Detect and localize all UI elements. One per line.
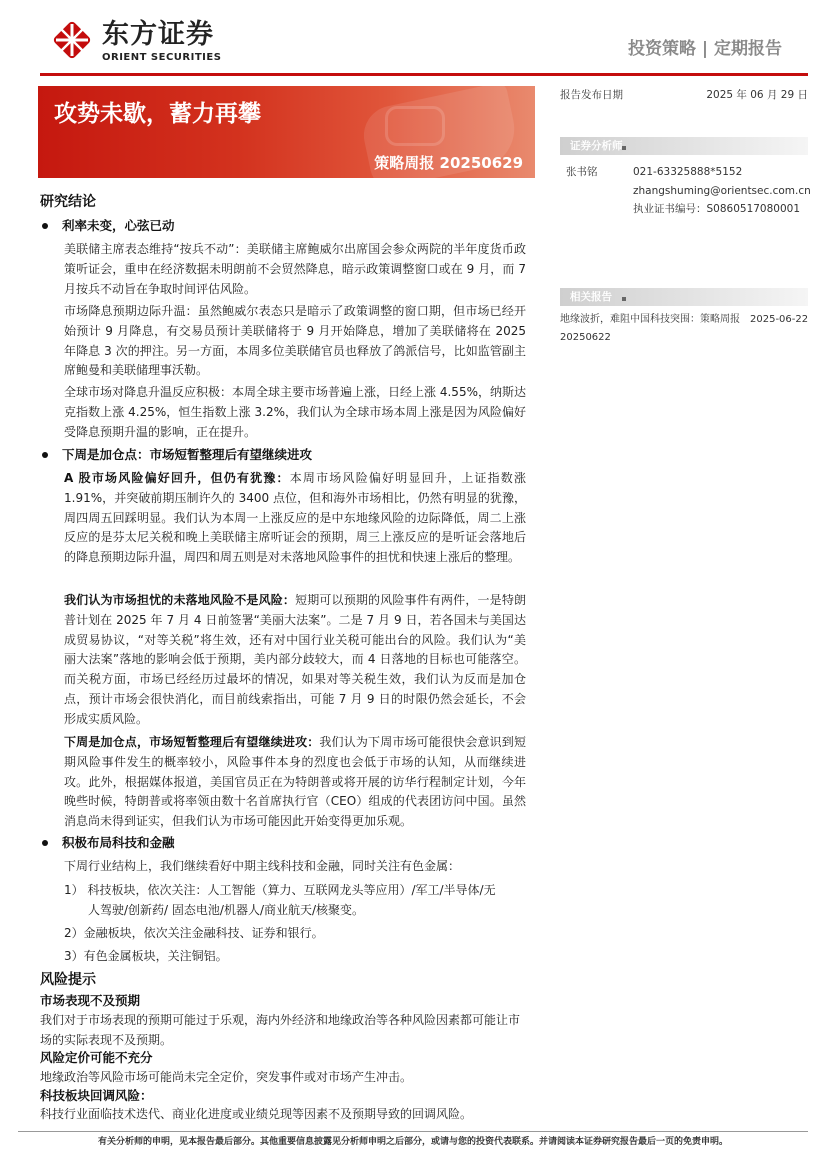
analyst-name: 张书铭 [566, 166, 598, 178]
bullet-heading: 积极布局科技和金融 [40, 834, 175, 852]
logo-text-en: ORIENT SECURITIES [102, 52, 222, 63]
analyst-section-title: 证券分析师 [570, 140, 623, 152]
analyst-email: zhangshuming@orientsec.com.cn [633, 185, 811, 197]
paragraph: 全球市场对降息升温反应积极：本周全球主要市场普遍上涨，日经上涨 4.55%，纳斯达克指数上涨 4.25%，恒生指数上涨 3.2%，我们认为全球市场本周上涨是因为风险偏好受降息预期升温的影响，正在提升。 [64, 385, 526, 439]
paragraph: 美联储主席表态维持“按兵不动”：美联储主席鲍威尔出席国会参众两院的半年度货币政策听证会，重申在经济数据未明朗前不会贸然降息，暗示政策调整窗口或在 9 月，而 7 月按兵不动旨在争取时间评估风险。 [64, 242, 526, 296]
report-date-row [560, 88, 808, 102]
risk-text: 地缘政治等风险市场可能尚未完全定价，突发事件或对市场产生冲击。 [40, 1070, 413, 1084]
section-title-risk: 风险提示 [40, 972, 96, 988]
bullet-heading: 下周是加仓点：市场短暂整理后有望继续进攻 [40, 446, 312, 464]
risk-text: 科技行业面临技术迭代、商业化进度或业绩兑现等因素不及预期导致的回调风险。 [40, 1107, 473, 1121]
footer-divider [18, 1131, 808, 1132]
list-item: 人驾驶/创新药/ 固态电池/机器人/商业航天/核聚变。 [88, 903, 365, 917]
bullet-heading: 利率未变，心弦已动 [40, 217, 175, 235]
title-banner [38, 86, 535, 178]
risk-heading: 风险定价可能不充分 [40, 1050, 153, 1065]
paragraph: 下周是加仓点，市场短暂整理后有望继续进攻：我们认为下周市场可能很快会意识到短期风险事件发生的概率较小，风险事件本身的烈度也会低于市场的认知，从而继续进攻。此外，根据媒体报道，美国官员正在为特朗普或将开展的访华行程制定计划，今年晚些时候，特朗普或将率领由数十名首席执行官（CEO）组成的代表团访问中国。虽然消息尚未得到证实，但我们认为市场可能因此开始变得更加乐观。 [64, 735, 526, 829]
report-date-value: 2025 年 06 月 29 日 [706, 89, 808, 101]
orient-securities-logo-icon [50, 18, 94, 62]
risk-heading: 市场表现不及预期 [40, 993, 141, 1008]
paragraph: 下周行业结构上，我们继续看好中期主线科技和金融，同时关注有色金属： [64, 859, 461, 873]
logo-text-cn: 东方证券 [102, 19, 214, 50]
analyst-cert: 执业证书编号：S0860517080001 [633, 203, 801, 215]
report-subtitle: 策略周报 20250629 [374, 154, 523, 172]
report-date-label: 报告发布日期 [560, 89, 623, 101]
analyst-section-header [560, 137, 808, 155]
list-item: 3）有色金属板块，关注铜铝。 [64, 949, 228, 963]
related-report-code: 20250622 [560, 332, 611, 343]
bullet-icon [42, 223, 48, 229]
list-item: 2）金融板块，依次关注金融科技、证券和银行。 [64, 926, 324, 940]
header-divider [40, 73, 808, 76]
analyst-phone: 021-63325888*5152 [633, 166, 743, 178]
paragraph: 市场降息预期边际升温：虽然鲍威尔表态只是暗示了政策调整的窗口期，但市场已经开始预计 9 月降息，有交易员预计美联储将于 9 月开始降息，增加了美联储将在 2025 年降息 3 次的押注。另一方面，本周多位美联储官员也释放了鸽派信号，比如监管副主席鲍曼和美联储理事沃勒。 [64, 304, 526, 378]
related-section-title: 相关报告 [570, 291, 612, 303]
banner-decoration [385, 106, 445, 146]
paragraph: 我们认为市场担忧的未落地风险不是风险：短期可以预期的风险事件有两件，一是特朗普计划在 2025 年 7 月 4 日前签署“美丽大法案”。二是 7 月 9 日，若各国未与美国达成贸易协议，“对等关税”将生效，还有对中国行业关税可能出台的风险。我们认为“美丽大法案”落地的影响会低于预期，美内部分歧较大，而 4 日落地的目标也可能落空。而关税方面，市场已经经历过最坏的情况，如果对等关税生效，我们认为反而是加仓点，预计市场会很快消化，而目前线索指出，可能 7 月 9 日的时限仍然会延长，不会形成实质风险。 [64, 593, 526, 726]
report-category: 投资策略 | 定期报告 [627, 39, 782, 59]
section-title-conclusion: 研究结论 [40, 194, 96, 210]
section-marker-icon [622, 146, 626, 150]
risk-heading: 科技板块回调风险： [40, 1088, 153, 1103]
related-report-date: 2025-06-22 [750, 314, 809, 325]
related-report-title[interactable]: 地缘波折，难阻中国科技突围：策略周报 [560, 314, 740, 325]
footer-disclaimer: 有关分析师的申明，见本报告最后部分。其他重要信息披露见分析师申明之后部分，或请与您的投资代表联系。并请阅读本证券研究报告最后一页的免责申明。 [97, 1137, 728, 1147]
list-item: 1） 科技板块，依次关注：人工智能（算力、互联网龙头等应用）/军工/半导体/无 [64, 883, 496, 897]
related-section-header [560, 288, 808, 306]
risk-text: 我们对于市场表现的预期可能过于乐观，海内外经济和地缘政治等各种风险因素都可能让市场的实际表现不及预期。 [40, 1013, 521, 1047]
report-title: 攻势未歇，蓄力再攀 [54, 101, 261, 127]
paragraph: A 股市场风险偏好回升，但仍有犹豫：本周市场风险偏好明显回升，上证指数涨 1.91%，并突破前期压制许久的 3400 点位，但和海外市场相比，仍然有明显的犹豫，周四周五回踩明显。我们认为本周一上涨反应的是中东地缘风险的边际降低，周二上涨反应的是芬太尼关税和晚上美联储主席听证会的预期，周三上涨反应的是听证会落地后的降息预期边际升温，周四和周五则是对未落地风险事件的担忧和快速上涨后的整理。 [64, 471, 526, 565]
section-marker-icon [622, 297, 626, 301]
bullet-icon [42, 452, 48, 458]
bullet-icon [42, 840, 48, 846]
